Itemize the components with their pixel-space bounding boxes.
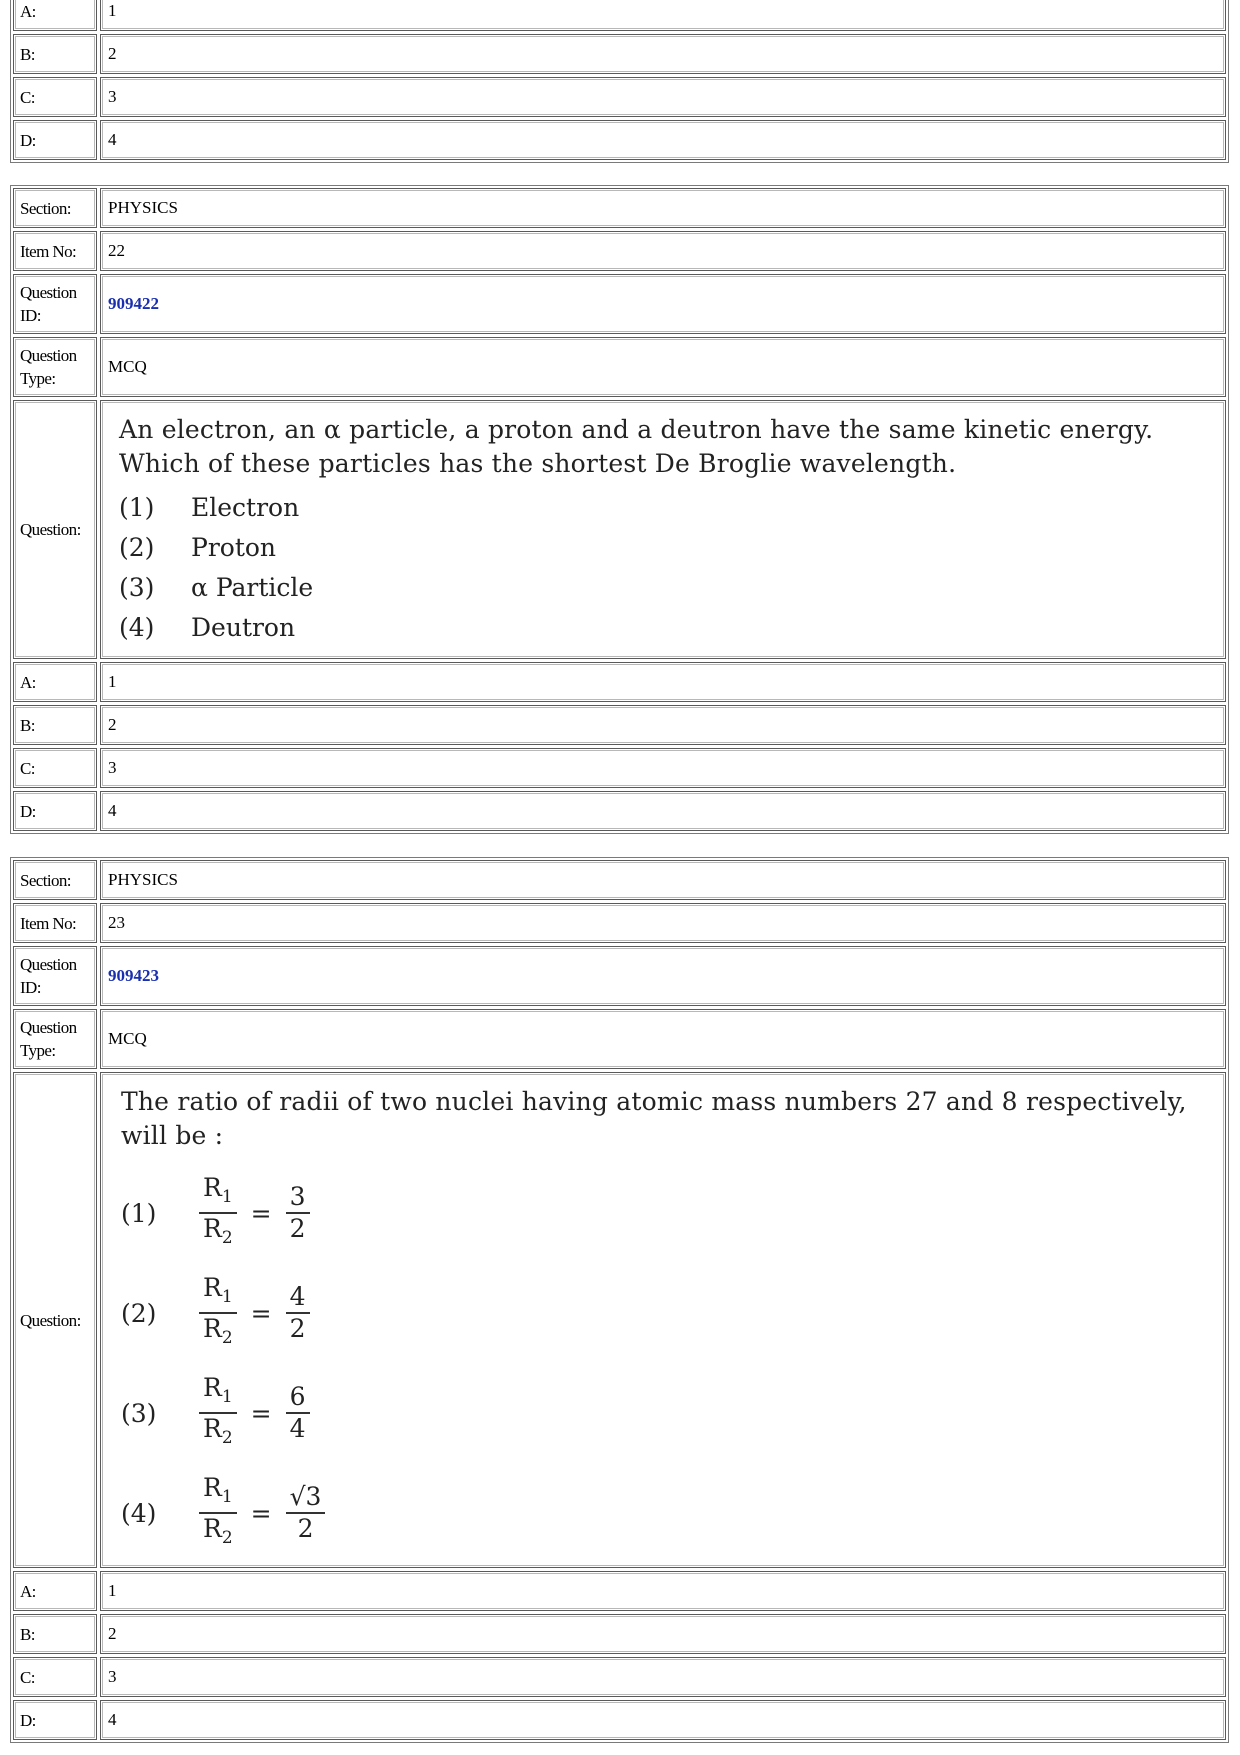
section-label: Section:: [13, 188, 97, 228]
option-text: α Particle: [191, 572, 314, 602]
option-number: (4): [119, 612, 155, 642]
fraction-lhs: [199, 1373, 237, 1453]
answer-value: 2: [100, 34, 1226, 74]
option-number: (2): [121, 1298, 157, 1328]
option-text: Electron: [191, 492, 300, 522]
answer-label: A:: [13, 1571, 97, 1611]
option-list: [121, 1163, 1215, 1563]
question-type-value: MCQ: [100, 1009, 1226, 1069]
answer-value: 4: [100, 791, 1226, 831]
lhs-denominator: R: [203, 1314, 222, 1343]
option-number: (1): [119, 492, 155, 522]
answer-label: D:: [13, 791, 97, 831]
answer-value: 3: [100, 748, 1226, 788]
item-no-label: Item No:: [13, 903, 97, 943]
question-table-22: [10, 185, 1229, 834]
question-table-23: [10, 857, 1229, 1743]
option-item: [121, 1263, 1215, 1363]
lhs-denominator-sub: 2: [221, 1528, 233, 1548]
question-type-label: Question Type:: [13, 1009, 97, 1069]
rhs-numerator: √3: [289, 1482, 322, 1511]
section-value: PHYSICS: [100, 860, 1226, 900]
fraction-lhs: [199, 1173, 237, 1253]
lhs-denominator: R: [203, 1214, 222, 1243]
answer-value: 4: [100, 1700, 1226, 1740]
lhs-numerator-sub: 1: [221, 1487, 233, 1507]
rhs-denominator: 2: [289, 1314, 306, 1343]
lhs-numerator: R: [203, 1273, 222, 1302]
answer-value: 2: [100, 705, 1226, 745]
option-item: [121, 1363, 1215, 1463]
answer-value: 1: [100, 1571, 1226, 1611]
question-label: Question:: [13, 1072, 97, 1568]
option-list: [119, 487, 1215, 647]
fraction-rhs: [286, 1482, 326, 1544]
answer-label: A:: [13, 0, 97, 31]
fraction-rhs: [286, 1282, 310, 1344]
rhs-numerator: 3: [289, 1182, 306, 1211]
option-item: [121, 1163, 1215, 1263]
answer-label: B:: [13, 705, 97, 745]
lhs-denominator: R: [203, 1514, 222, 1543]
question-id-value: 909422: [100, 274, 1226, 334]
answer-value: 3: [100, 77, 1226, 117]
fraction-rhs: [286, 1182, 310, 1244]
answer-value: 2: [100, 1614, 1226, 1654]
answer-label: A:: [13, 662, 97, 702]
fraction-rhs: [286, 1382, 310, 1444]
section-value: PHYSICS: [100, 188, 1226, 228]
rhs-denominator: 2: [289, 1214, 306, 1243]
lhs-denominator-sub: 2: [221, 1228, 233, 1248]
option-item: [119, 567, 1215, 607]
lhs-numerator-sub: 1: [221, 1387, 233, 1407]
answer-label: B:: [13, 1614, 97, 1654]
question-type-label: Question Type:: [13, 337, 97, 397]
rhs-denominator: 2: [297, 1514, 314, 1543]
answer-table-partial: [10, 0, 1229, 163]
lhs-numerator: R: [203, 1173, 222, 1202]
lhs-numerator-sub: 1: [221, 1287, 233, 1307]
answer-label: D:: [13, 120, 97, 160]
equals-sign: =: [250, 1398, 272, 1428]
option-text: Proton: [191, 532, 277, 562]
question-id-label: Question ID:: [13, 946, 97, 1006]
lhs-denominator-sub: 2: [221, 1428, 233, 1448]
fraction-lhs: [199, 1473, 237, 1553]
option-item: [119, 607, 1215, 647]
question-body: [100, 400, 1226, 659]
option-number: (2): [119, 532, 155, 562]
rhs-denominator: 4: [289, 1414, 306, 1443]
item-no-label: Item No:: [13, 231, 97, 271]
rhs-numerator: 4: [289, 1282, 306, 1311]
question-id-value: 909423: [100, 946, 1226, 1006]
lhs-numerator: R: [203, 1373, 222, 1402]
option-item: [119, 527, 1215, 567]
option-number: (1): [121, 1198, 157, 1228]
option-text: Deutron: [191, 612, 296, 642]
question-type-value: MCQ: [100, 337, 1226, 397]
answer-label: C:: [13, 1657, 97, 1697]
fraction-lhs: [199, 1273, 237, 1353]
option-number: (3): [119, 572, 155, 602]
rhs-numerator: 6: [289, 1382, 306, 1411]
question-body: [100, 1072, 1226, 1568]
option-number: (3): [121, 1398, 157, 1428]
section-label: Section:: [13, 860, 97, 900]
option-number: (4): [121, 1498, 157, 1528]
answer-value: 1: [100, 662, 1226, 702]
lhs-denominator-sub: 2: [221, 1328, 233, 1348]
question-text: The ratio of radii of two nuclei having atomic mass numbers 27 and 8 respectively, will be :: [121, 1087, 1187, 1150]
lhs-denominator: R: [203, 1414, 222, 1443]
answer-label: B:: [13, 34, 97, 74]
option-item: [119, 487, 1215, 527]
equals-sign: =: [250, 1498, 272, 1528]
answer-label: D:: [13, 1700, 97, 1740]
item-no-value: 23: [100, 903, 1226, 943]
question-label: Question:: [13, 400, 97, 659]
question-id-label: Question ID:: [13, 274, 97, 334]
answer-label: C:: [13, 77, 97, 117]
answer-label: C:: [13, 748, 97, 788]
lhs-numerator-sub: 1: [221, 1187, 233, 1207]
item-no-value: 22: [100, 231, 1226, 271]
equals-sign: =: [250, 1198, 272, 1228]
answer-value: 3: [100, 1657, 1226, 1697]
question-text: An electron, an α particle, a proton and a deutron have the same kinetic energy. Which of these particles has the shortest De Broglie wavelength.: [119, 415, 1154, 478]
answer-value: 1: [100, 0, 1226, 31]
option-item: [121, 1463, 1215, 1563]
lhs-numerator: R: [203, 1473, 222, 1502]
answer-value: 4: [100, 120, 1226, 160]
equals-sign: =: [250, 1298, 272, 1328]
